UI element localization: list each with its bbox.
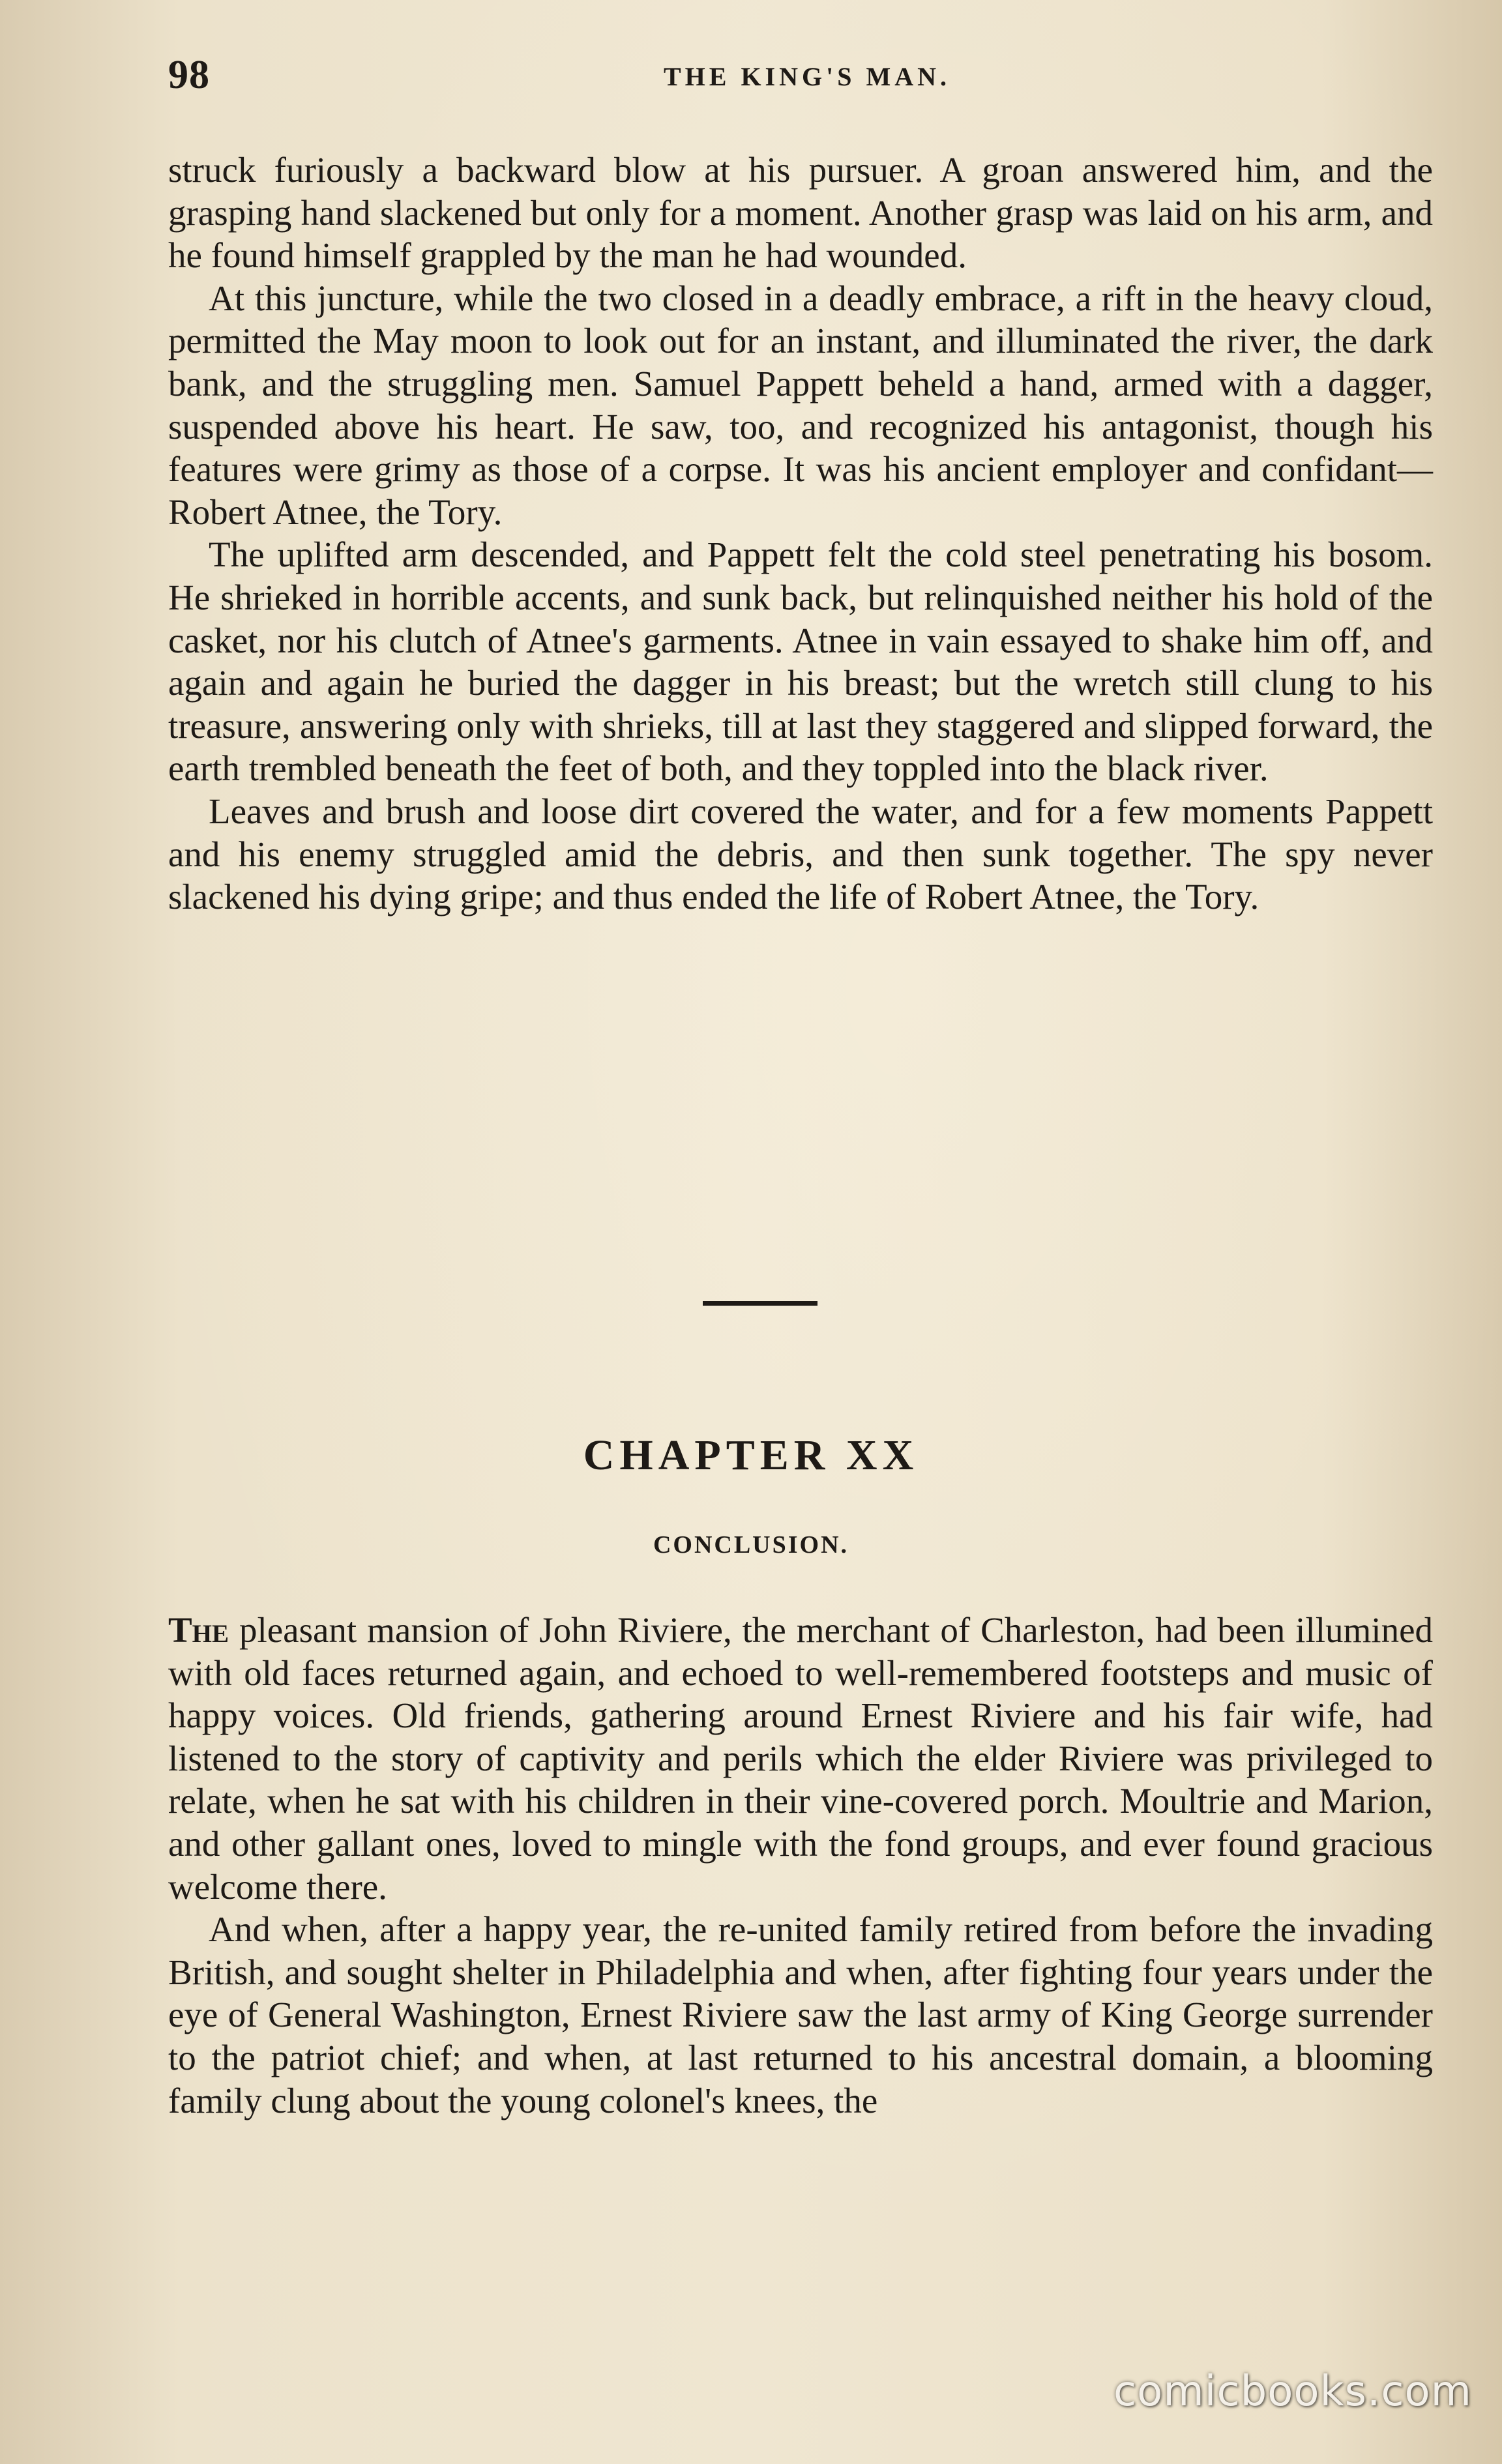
chapter-subheading: CONCLUSION. [653,1531,849,1559]
page-number: 98 [168,53,210,97]
body-text-bottom [168,1609,1433,2122]
paragraph: Leaves and brush and loose dirt covered the water, and for a few moments Pappett and his enemy struggled amid the debris, and then sunk together. The spy never slackened his dying gripe; and thus ended the life of Robert Atnee, the Tory. [168,791,1433,917]
section-divider [703,1301,817,1306]
paragraph: At this juncture, while the two closed in a deadly embrace, a rift in the heavy cloud, permitted the May moon to look out for an instant, and illuminated the river, the dark bank, and the struggling men. Samuel Pappett beheld a hand, armed with a dagger, suspended above his heart. He saw, too, and recognized his antagonist, though his features were grimy as those of a corpse. It was his ancient employer and confidant—Robert Atnee, the Tory. [168,278,1433,532]
paragraph: struck furiously a backward blow at his pursuer. A groan answered him, and the grasping hand slackened but only for a moment. Another grasp was laid on his arm, and he found himself grappled by the man he had wounded. [168,150,1433,276]
paragraph: The uplifted arm descended, and Pappett felt the cold steel penetrating his bosom. He shrieked in horrible accents, and sunk back, but relinquished neither his hold of the casket, nor his clutch of Atnee's garments. Atnee in vain essayed to shake him off, and again and again he buried the dagger in his breast; but the wretch still clung to his treasure, answering only with shrieks, till at last they staggered and slipped forward, the earth trembled beneath the feet of both, and they toppled into the black river. [168,535,1433,789]
paragraph: And when, after a happy year, the re-united family retired from before the invading British, and sought shelter in Philadelphia and when, after fighting four years under the eye of General Washington, Ernest Riviere saw the last army of King George surrender to the patriot chief; and when, at last returned to his ancestral domain, a blooming family clung about the young colonel's knees, the [168,1909,1433,2120]
watermark: comicbooks.com [1113,2368,1472,2416]
running-title: THE KING'S MAN. [663,62,951,91]
page-header [168,52,1446,104]
paragraph-text: pleasant mansion of John Riviere, the merchant of Charleston, had been illumined with old faces returned again, and echoed to well-remembered footsteps and music of happy voices. Old friends, gathering around Ernest Riviere and his fair wife, had listened to the story of captivity and perils which the elder Riviere was privileged to relate, when he sat with his children in their vine-covered porch. Moultrie and Marion, and other gallant ones, loved to mingle with the fond groups, and ever found gracious welcome there. [168,1610,1433,1907]
body-text-top [168,149,1433,918]
paragraph [168,1609,1433,1908]
lead-word: The [168,1610,229,1650]
chapter-heading: CHAPTER XX [583,1431,919,1479]
